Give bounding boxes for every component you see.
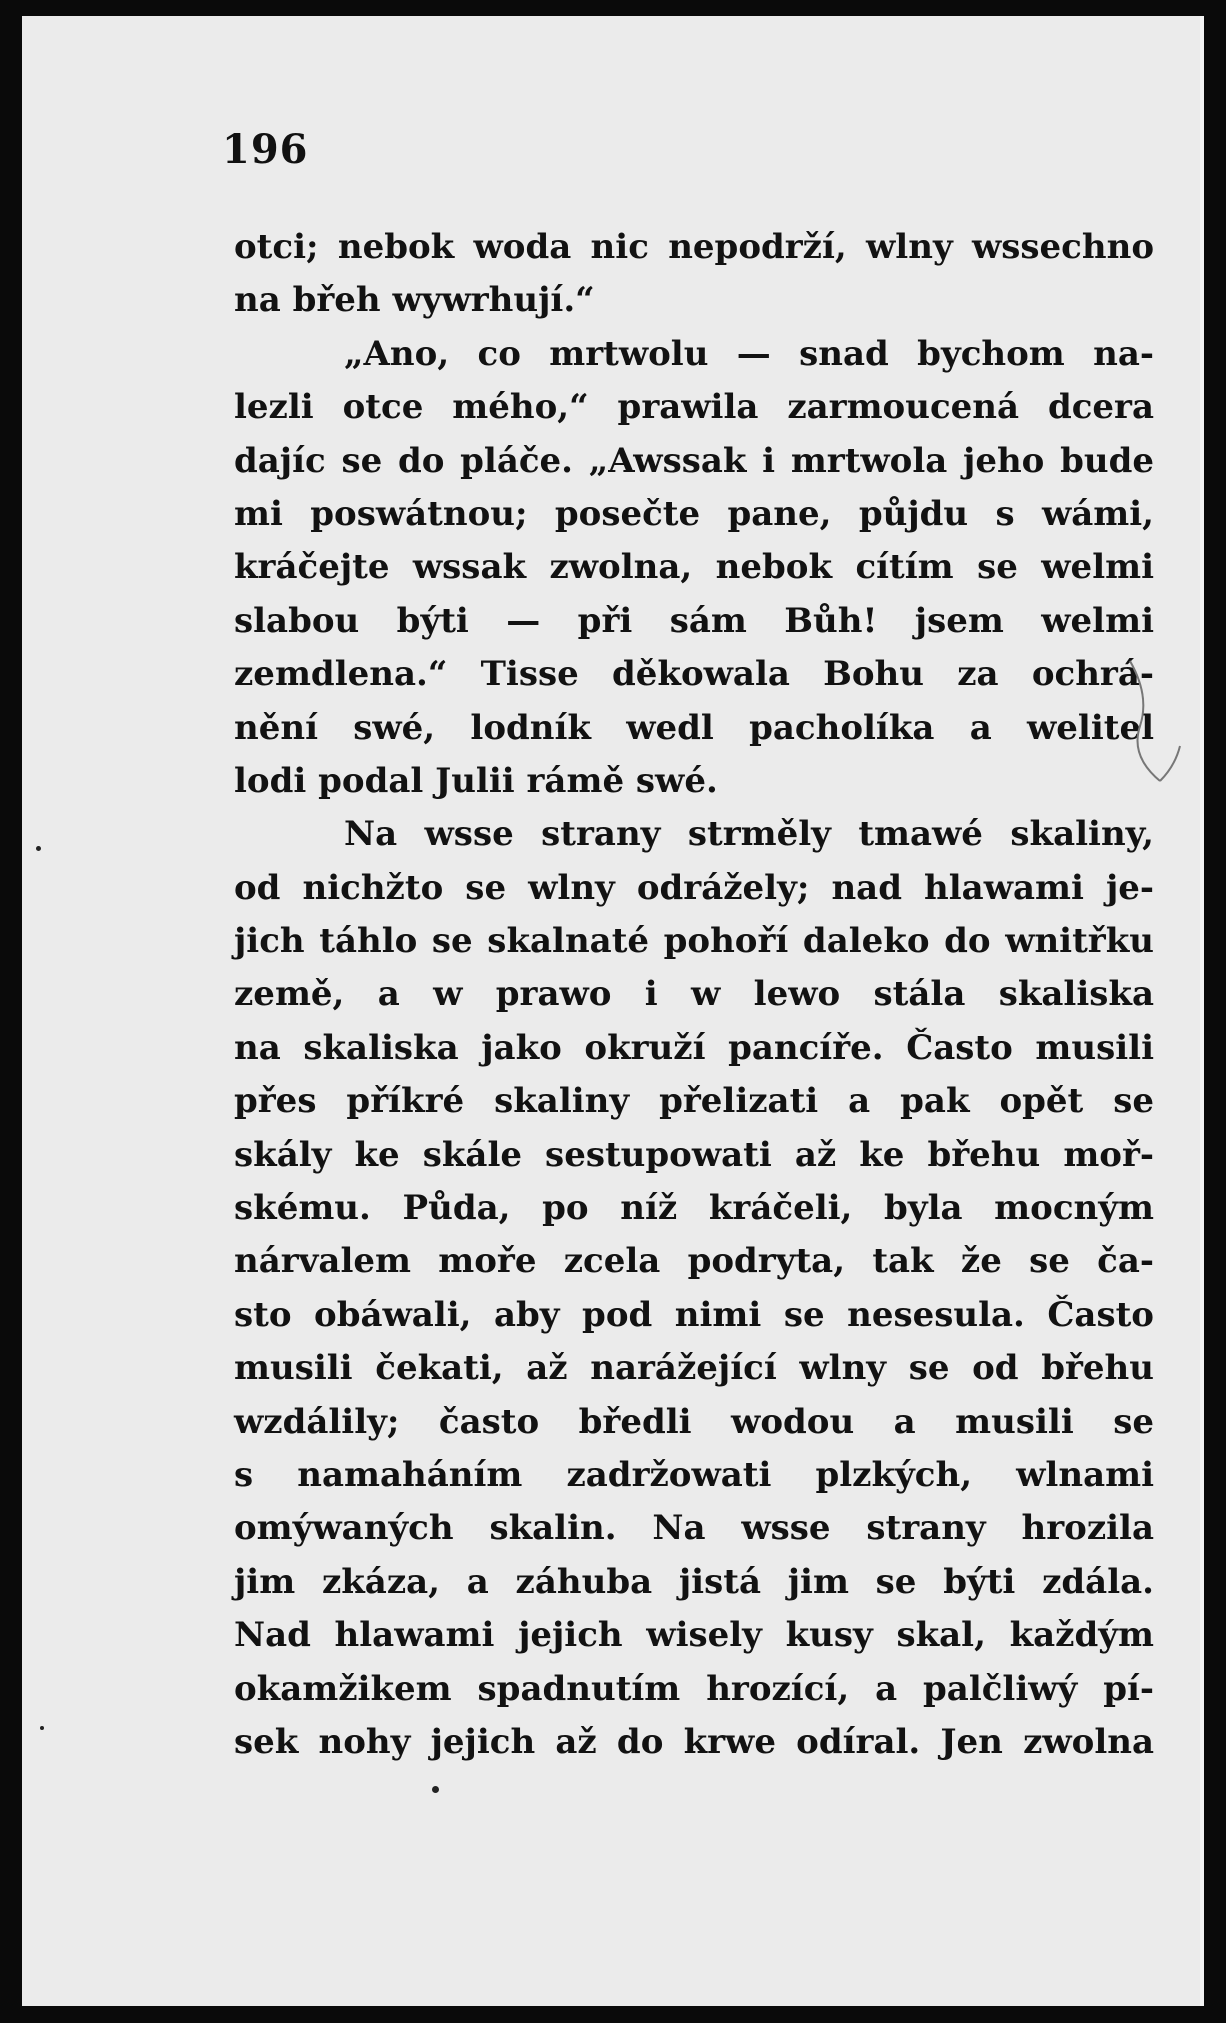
text-line: „Ano, co mrtwolu — snad bychom na- bbox=[344, 333, 1154, 374]
scan-speck bbox=[40, 1726, 44, 1730]
text-line: nárvalem moře zcela podryta, tak že se ča- bbox=[234, 1241, 1154, 1282]
text-line: sto obáwali, aby pod nimi se nesesula. Často bbox=[234, 1294, 1154, 1335]
body-text bbox=[234, 221, 1154, 1769]
text-line: s namaháním zadržowati plzkých, wlnami bbox=[234, 1454, 1154, 1495]
text-line: jich táhlo se skalnaté pohoří daleko do wnitřku bbox=[234, 921, 1154, 962]
text-line: lezli otce mého,“ prawila zarmoucená dcera bbox=[234, 387, 1154, 428]
text-line: zemdlena.“ Tisse děkowala Bohu za ochrá- bbox=[234, 654, 1154, 695]
text-line: dajíc se do pláče. „Awssak i mrtwola jeho bude bbox=[234, 440, 1154, 481]
text-line: Nad hlawami jejich wisely kusy skal, každým bbox=[234, 1615, 1154, 1656]
text-line: skému. Půda, po níž kráčeli, byla mocným bbox=[234, 1188, 1154, 1229]
text-line: lodi podal Julii rámě swé. bbox=[234, 760, 718, 801]
text-line: otci; nebok woda nic nepodrží, wlny wssechno bbox=[234, 227, 1154, 267]
text-line: musili čekati, až narážející wlny se od břehu bbox=[234, 1348, 1154, 1389]
page-number: 196 bbox=[222, 126, 309, 173]
text-line: na skaliska jako okruží pancíře. Často musili bbox=[234, 1027, 1154, 1068]
text-line: sek nohy jejich až do krwe odíral. Jen zwolna bbox=[234, 1721, 1154, 1762]
text-line: jim zkáza, a záhuba jistá jim se býti zdála. bbox=[234, 1561, 1154, 1602]
text-line: na břeh wywrhují.“ bbox=[234, 280, 595, 321]
text-line: omýwaných skalin. Na wsse strany hrozila bbox=[234, 1508, 1154, 1549]
scan-speck bbox=[432, 1786, 439, 1793]
text-line: od nichžto se wlny odrážely; nad hlawami je- bbox=[234, 867, 1154, 908]
text-line: nění swé, lodník wedl pacholíka a welitel bbox=[234, 707, 1154, 748]
book-page bbox=[22, 16, 1204, 2006]
text-line: slabou býti — při sám Bůh! jsem welmi bbox=[234, 600, 1154, 641]
text-line: mi poswátnou; posečte pane, půjdu s wámi, bbox=[234, 493, 1154, 534]
text-line: kráčejte wssak zwolna, nebok cítím se welmi bbox=[234, 547, 1154, 588]
text-line: okamžikem spadnutím hrozící, a palčliwý pí- bbox=[234, 1668, 1154, 1709]
text-line: přes příkré skaliny přelizati a pak opět se bbox=[234, 1081, 1154, 1122]
text-line: země, a w prawo i w lewo stála skaliska bbox=[234, 974, 1154, 1015]
text-line: skály ke skále sestupowati až ke břehu moř- bbox=[234, 1134, 1154, 1175]
text-line: Na wsse strany strměly tmawé skaliny, bbox=[344, 814, 1154, 855]
scan-speck bbox=[36, 846, 41, 851]
pencil-margin-mark bbox=[1120, 656, 1190, 786]
text-line: wzdálily; často bředli wodou a musili se bbox=[234, 1401, 1154, 1442]
